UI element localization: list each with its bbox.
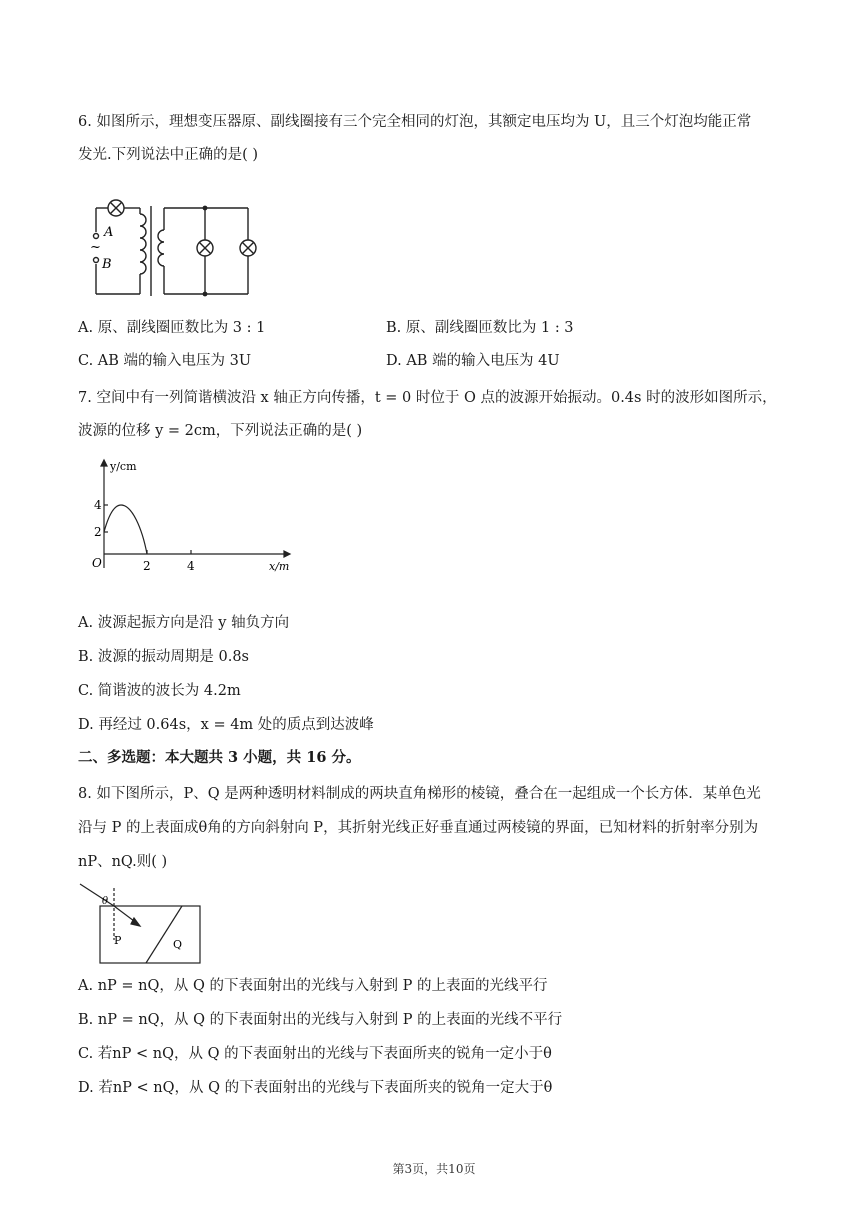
q6-transformer-circuit	[88, 192, 268, 302]
page-footer: 第3页，共10页	[392, 1162, 476, 1176]
q8-option-b: B. nP = nQ，从 Q 的下表面射出的光线与入射到 P 的上表面的光线不平行	[78, 1012, 563, 1028]
q7-option-b: B. 波源的振动周期是 0.8s	[78, 649, 249, 665]
q7-option-c: C. 简谐波的波长为 4.2m	[78, 683, 241, 699]
x-axis-label: x/m	[269, 560, 290, 573]
q8-option-d: D. 若nP < nQ，从 Q 的下表面射出的光线与下表面所夹的锐角一定大于θ	[78, 1080, 553, 1096]
q7-stem-line2: 波源的位移 y = 2cm，下列说法正确的是( )	[78, 423, 363, 439]
q8-stem-line3: nP、nQ.则( )	[78, 854, 168, 870]
q8-stem-line2: 沿与 P 的上表面成θ角的方向斜射向 P，其折射光线正好垂直通过两棱镜的界面，已知材料的折射率分别为	[78, 820, 759, 836]
wave-curve	[104, 505, 147, 554]
prism-p-label: P	[114, 934, 122, 947]
terminal-a-label: A	[104, 225, 114, 240]
terminal-b-label: B	[102, 257, 112, 272]
q7-option-a: A. 波源起振方向是沿 y 轴负方向	[78, 615, 290, 631]
q7-stem-line1: 7. 空间中有一列简谐横波沿 x 轴正方向传播，t = 0 时位于 O 点的波源开始振动。0.4s 时的波形如图所示，	[78, 390, 777, 406]
q8-prism-diagram	[78, 878, 208, 968]
section-heading-multiple-choice: 二、多选题：本大题共 3 小题，共 16 分。	[78, 749, 361, 766]
origin-label: O	[92, 556, 102, 570]
q8-option-a: A. nP = nQ，从 Q 的下表面射出的光线与入射到 P 的上表面的光线平行	[78, 978, 548, 994]
y-tick-4: 4	[94, 498, 102, 512]
q8-option-c: C. 若nP < nQ，从 Q 的下表面射出的光线与下表面所夹的锐角一定小于θ	[78, 1046, 552, 1062]
y-axis-label: y/cm	[110, 460, 137, 473]
x-tick-4: 4	[187, 559, 195, 573]
q6-option-a: A. 原、副线圈匝数比为 3 : 1	[78, 320, 266, 336]
q6-option-d: D. AB 端的输入电压为 4U	[386, 353, 560, 369]
x-tick-2: 2	[143, 559, 151, 573]
ac-source-symbol: ~	[90, 240, 101, 255]
q7-waveform-graph	[84, 458, 304, 578]
prism-q-label: Q	[173, 938, 183, 951]
angle-theta-label: θ	[102, 896, 109, 907]
q6-option-c: C. AB 端的输入电压为 3U	[78, 353, 252, 369]
q6-stem-line2: 发光.下列说法中正确的是( )	[78, 147, 259, 163]
q8-stem-line1: 8. 如下图所示，P、Q 是两种透明材料制成的两块直角梯形的棱镜，叠合在一起组成一个长方体．某单色光	[78, 786, 761, 802]
q6-stem-line1: 6. 如图所示，理想变压器原、副线圈接有三个完全相同的灯泡，其额定电压均为 U，且三个灯泡均能正常	[78, 114, 752, 130]
q7-option-d: D. 再经过 0.64s，x = 4m 处的质点到达波峰	[78, 717, 374, 733]
y-tick-2: 2	[94, 525, 102, 539]
q6-option-b: B. 原、副线圈匝数比为 1 : 3	[386, 320, 574, 336]
